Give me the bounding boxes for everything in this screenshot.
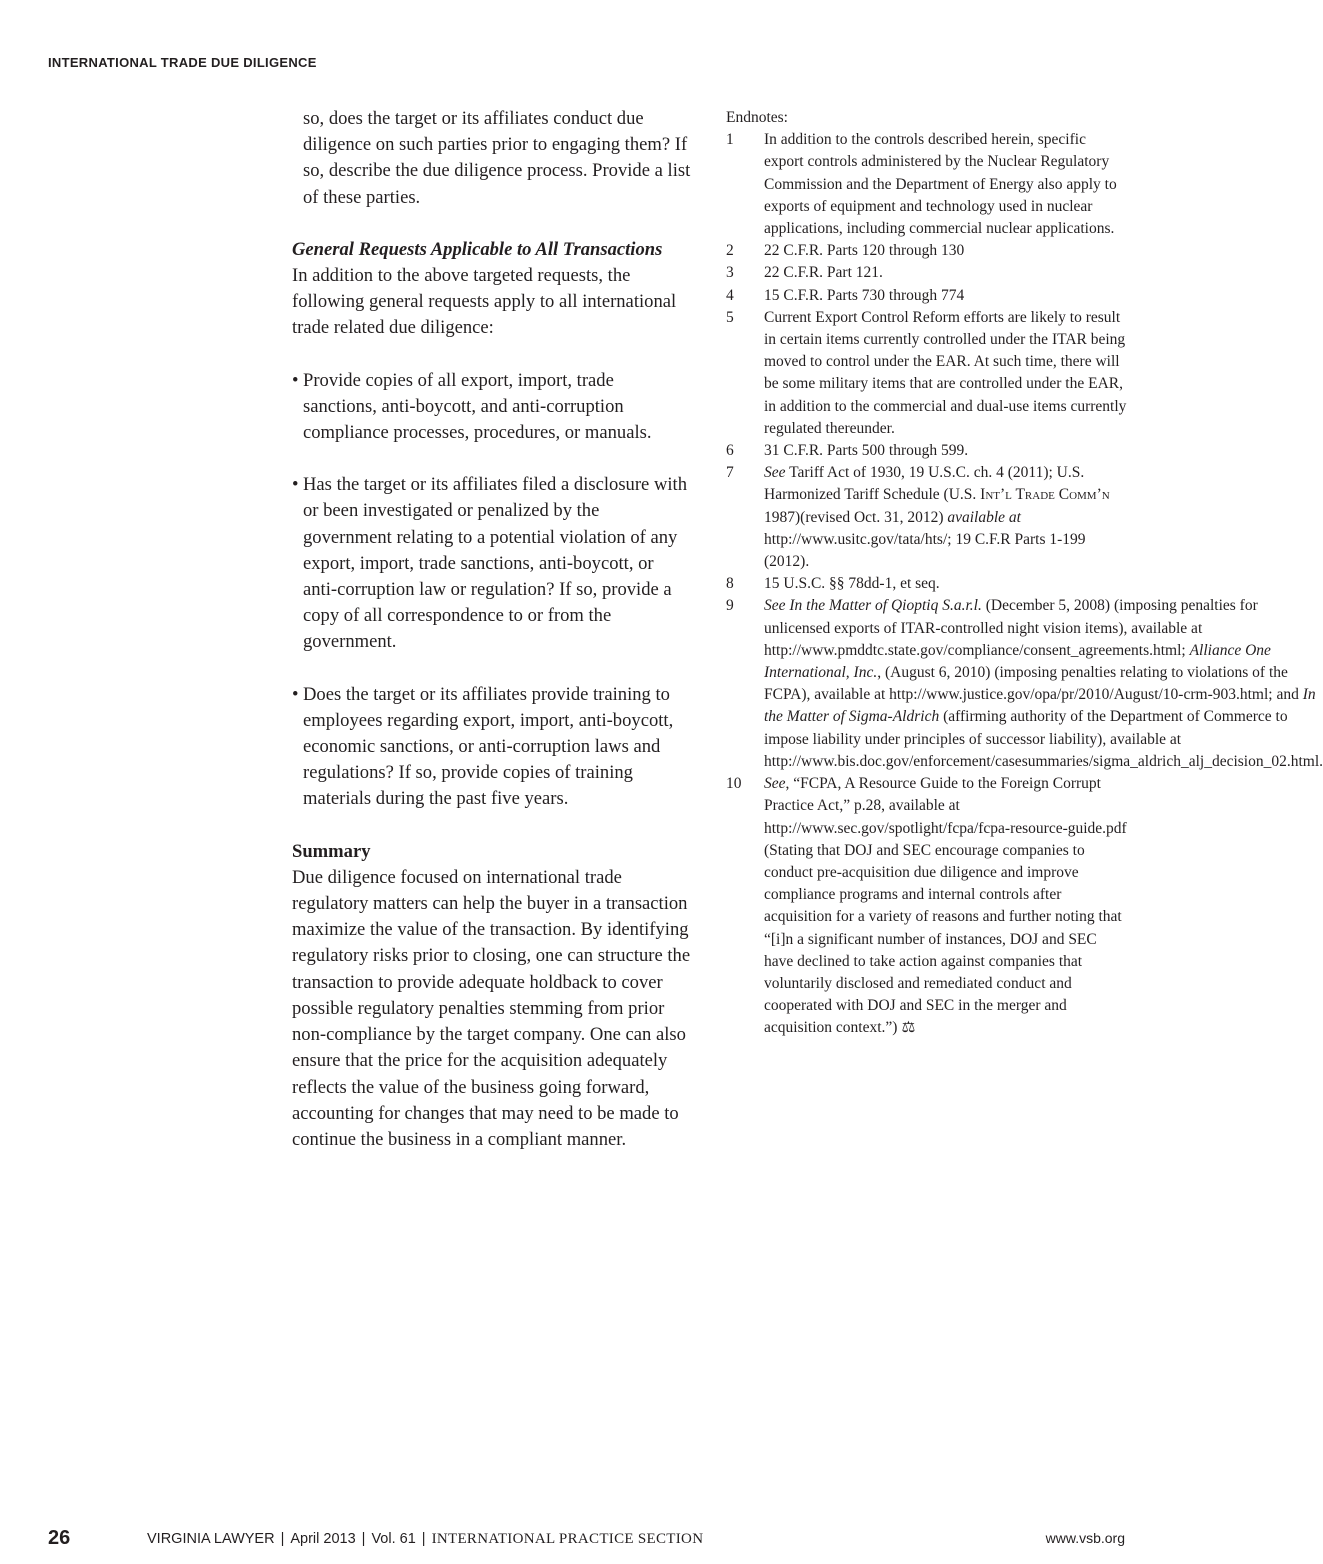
endnote-text: See Tariff Act of 1930, 19 U.S.C. ch. 4 (2011); U.S. Harmonized Tariff Schedule (U.S. Int’l Trade Comm’n 1987)(revised Oct. 31, 2012) available at http://www.usitc.gov/tata/hts/; 19 C.F.R Parts 1-199 (2012). xyxy=(764,464,1110,571)
footer-website: www.vsb.org xyxy=(1045,1530,1125,1546)
bullet-item: • Has the target or its affiliates filed a disclosure with or been investigated or penalized by the government relating to a potential violation of any export, import, trade sanctions, anti-boycott, or anti-corruption law or regulation? If so, provide a copy of all correspondence to or from the government. xyxy=(292,474,687,653)
endnote xyxy=(726,262,1128,284)
endnote-text: 31 C.F.R. Parts 500 through 599. xyxy=(764,442,969,460)
running-header: INTERNATIONAL TRADE DUE DILIGENCE xyxy=(48,55,317,70)
endnote xyxy=(726,462,1128,573)
endnote-number: 5 xyxy=(726,308,734,326)
endnote-text: 15 C.F.R. Parts 730 through 774 xyxy=(764,286,965,304)
summary-heading: Summary xyxy=(292,840,371,862)
issue-date: April 2013 xyxy=(290,1531,356,1547)
page-number: 26 xyxy=(48,1527,71,1549)
endnote-number: 10 xyxy=(726,775,742,793)
footer-publication: VIRGINIA LAWYER | April 2013 | Vol. 61 | INTERNATIONAL PRACTICE SECTION xyxy=(147,1531,704,1547)
endnote xyxy=(726,440,1128,462)
volume: Vol. 61 xyxy=(371,1531,416,1547)
endnote xyxy=(726,129,1128,240)
general-requests-heading: General Requests Applicable to All Transactions xyxy=(292,238,663,260)
summary-paragraph: Due diligence focused on international trade regulatory matters can help the buyer in a transaction maximize the value of the transaction. By identifying regulatory risks prior to closing, one can structure the transaction to provide adequate holdback to cover possible regulatory penalties stemming from prior non-compliance by the target company. One can also ensure that the price for the acquisition adequately reflects the value of the business going forward, accounting for changes that may need to be made to continue the business in a compliant manner. xyxy=(292,866,691,1150)
endnote-number: 7 xyxy=(726,464,734,482)
endnote-number: 4 xyxy=(726,286,734,304)
endnote-text: See, “FCPA, A Resource Guide to the Foreign Corrupt Practice Act,” p.28, available at http://www.sec.gov/spotlight/fcpa/fcpa-resource-guide.pdf (Stating that DOJ and SEC encourage companies to conduct pre-acquisition due diligence and improve compliance programs and internal controls after acquisition for a variety of reasons and further noting that “[i]n a significant number of instances, DOJ and SEC have declined to take action against companies that voluntarily disclosed and remediated conduct and cooperated with DOJ and SEC in the merger and acquisition context.”) ⚖ xyxy=(764,773,1128,1039)
endnote-text: 22 C.F.R. Part 121. xyxy=(764,264,883,282)
general-requests-intro: In addition to the above targeted requests, the following general requests apply to all international trade related due diligence: xyxy=(292,265,677,339)
bullet-dot: • xyxy=(292,369,299,391)
endnote-number: 9 xyxy=(726,597,734,615)
bullet-item: • Does the target or its affiliates provide training to employees regarding export, import, anti-boycott, economic sanctions, or anti-corruption laws and regulations? If so, provide copies of training materials during the past five years. xyxy=(292,683,674,810)
endnote-text: Current Export Control Reform efforts are likely to result in certain items currently controlled under the ITAR being moved to control under the EAR. At such time, there will be some military items that are controlled under the EAR, in addition to the commercial and dual-use items currently regulated thereunder. xyxy=(764,308,1127,437)
bullet-dot: • xyxy=(292,474,299,496)
endnote xyxy=(726,307,1128,440)
endnote-text: See In the Matter of Qioptiq S.a.r.l. (December 5, 2008) (imposing penalties for unlicensed exports of ITAR-controlled night vision items), available at http://www.pmddtc.state.gov/compliance/consent_agreements.html; Alliance One International, Inc., (August 6, 2010) (imposing penalties relating to violations of the FCPA), available at http://www.justice.gov/opa/pr/2010/August/10-crm-903.html; and In the Matter of Sigma-Aldrich (affirming authority of the Department of Commerce to impose liability under principles of successor liability), available at http://www.bis.doc.gov/enforcement/casesummaries/sigma_aldrich_alj_decision_02.html. xyxy=(764,597,1323,770)
endnote xyxy=(726,240,1128,262)
endnote xyxy=(726,595,1323,773)
scales-of-justice-icon: ⚖ xyxy=(901,1019,916,1037)
endnote xyxy=(726,285,1128,307)
bullet-item: • Provide copies of all export, import, trade sanctions, anti-boycott, and anti-corruption compliance processes, procedures, or manuals. xyxy=(292,369,652,444)
endnote xyxy=(726,573,1128,595)
endnotes-heading: Endnotes: xyxy=(726,109,788,126)
intro-paragraph: so, does the target or its affiliates conduct due diligence on such parties prior to engaging them? If so, describe the due diligence process. Provide a list of these parties. xyxy=(303,108,691,208)
section-name: INTERNATIONAL PRACTICE SECTION xyxy=(431,1531,704,1547)
left-column xyxy=(292,106,692,1153)
endnote-number: 1 xyxy=(726,131,734,149)
endnotes-column xyxy=(726,107,1323,1040)
endnote-number: 8 xyxy=(726,575,734,593)
endnote xyxy=(726,773,1128,1039)
endnote-number: 3 xyxy=(726,264,734,282)
bullet-dot: • xyxy=(292,683,299,705)
endnote-text: 22 C.F.R. Parts 120 through 130 xyxy=(764,242,965,260)
endnote-number: 2 xyxy=(726,242,734,260)
endnote-text: 15 U.S.C. §§ 78dd-1, et seq. xyxy=(764,575,940,593)
publication-name: VIRGINIA LAWYER xyxy=(147,1531,275,1547)
endnote-number: 6 xyxy=(726,442,734,460)
endnote-text: In addition to the controls described herein, specific export controls administered by the Nuclear Regulatory Commission and the Department of Energy also apply to exports of equipment and technology used in nuclear applications, including commercial nuclear applications. xyxy=(764,131,1117,238)
